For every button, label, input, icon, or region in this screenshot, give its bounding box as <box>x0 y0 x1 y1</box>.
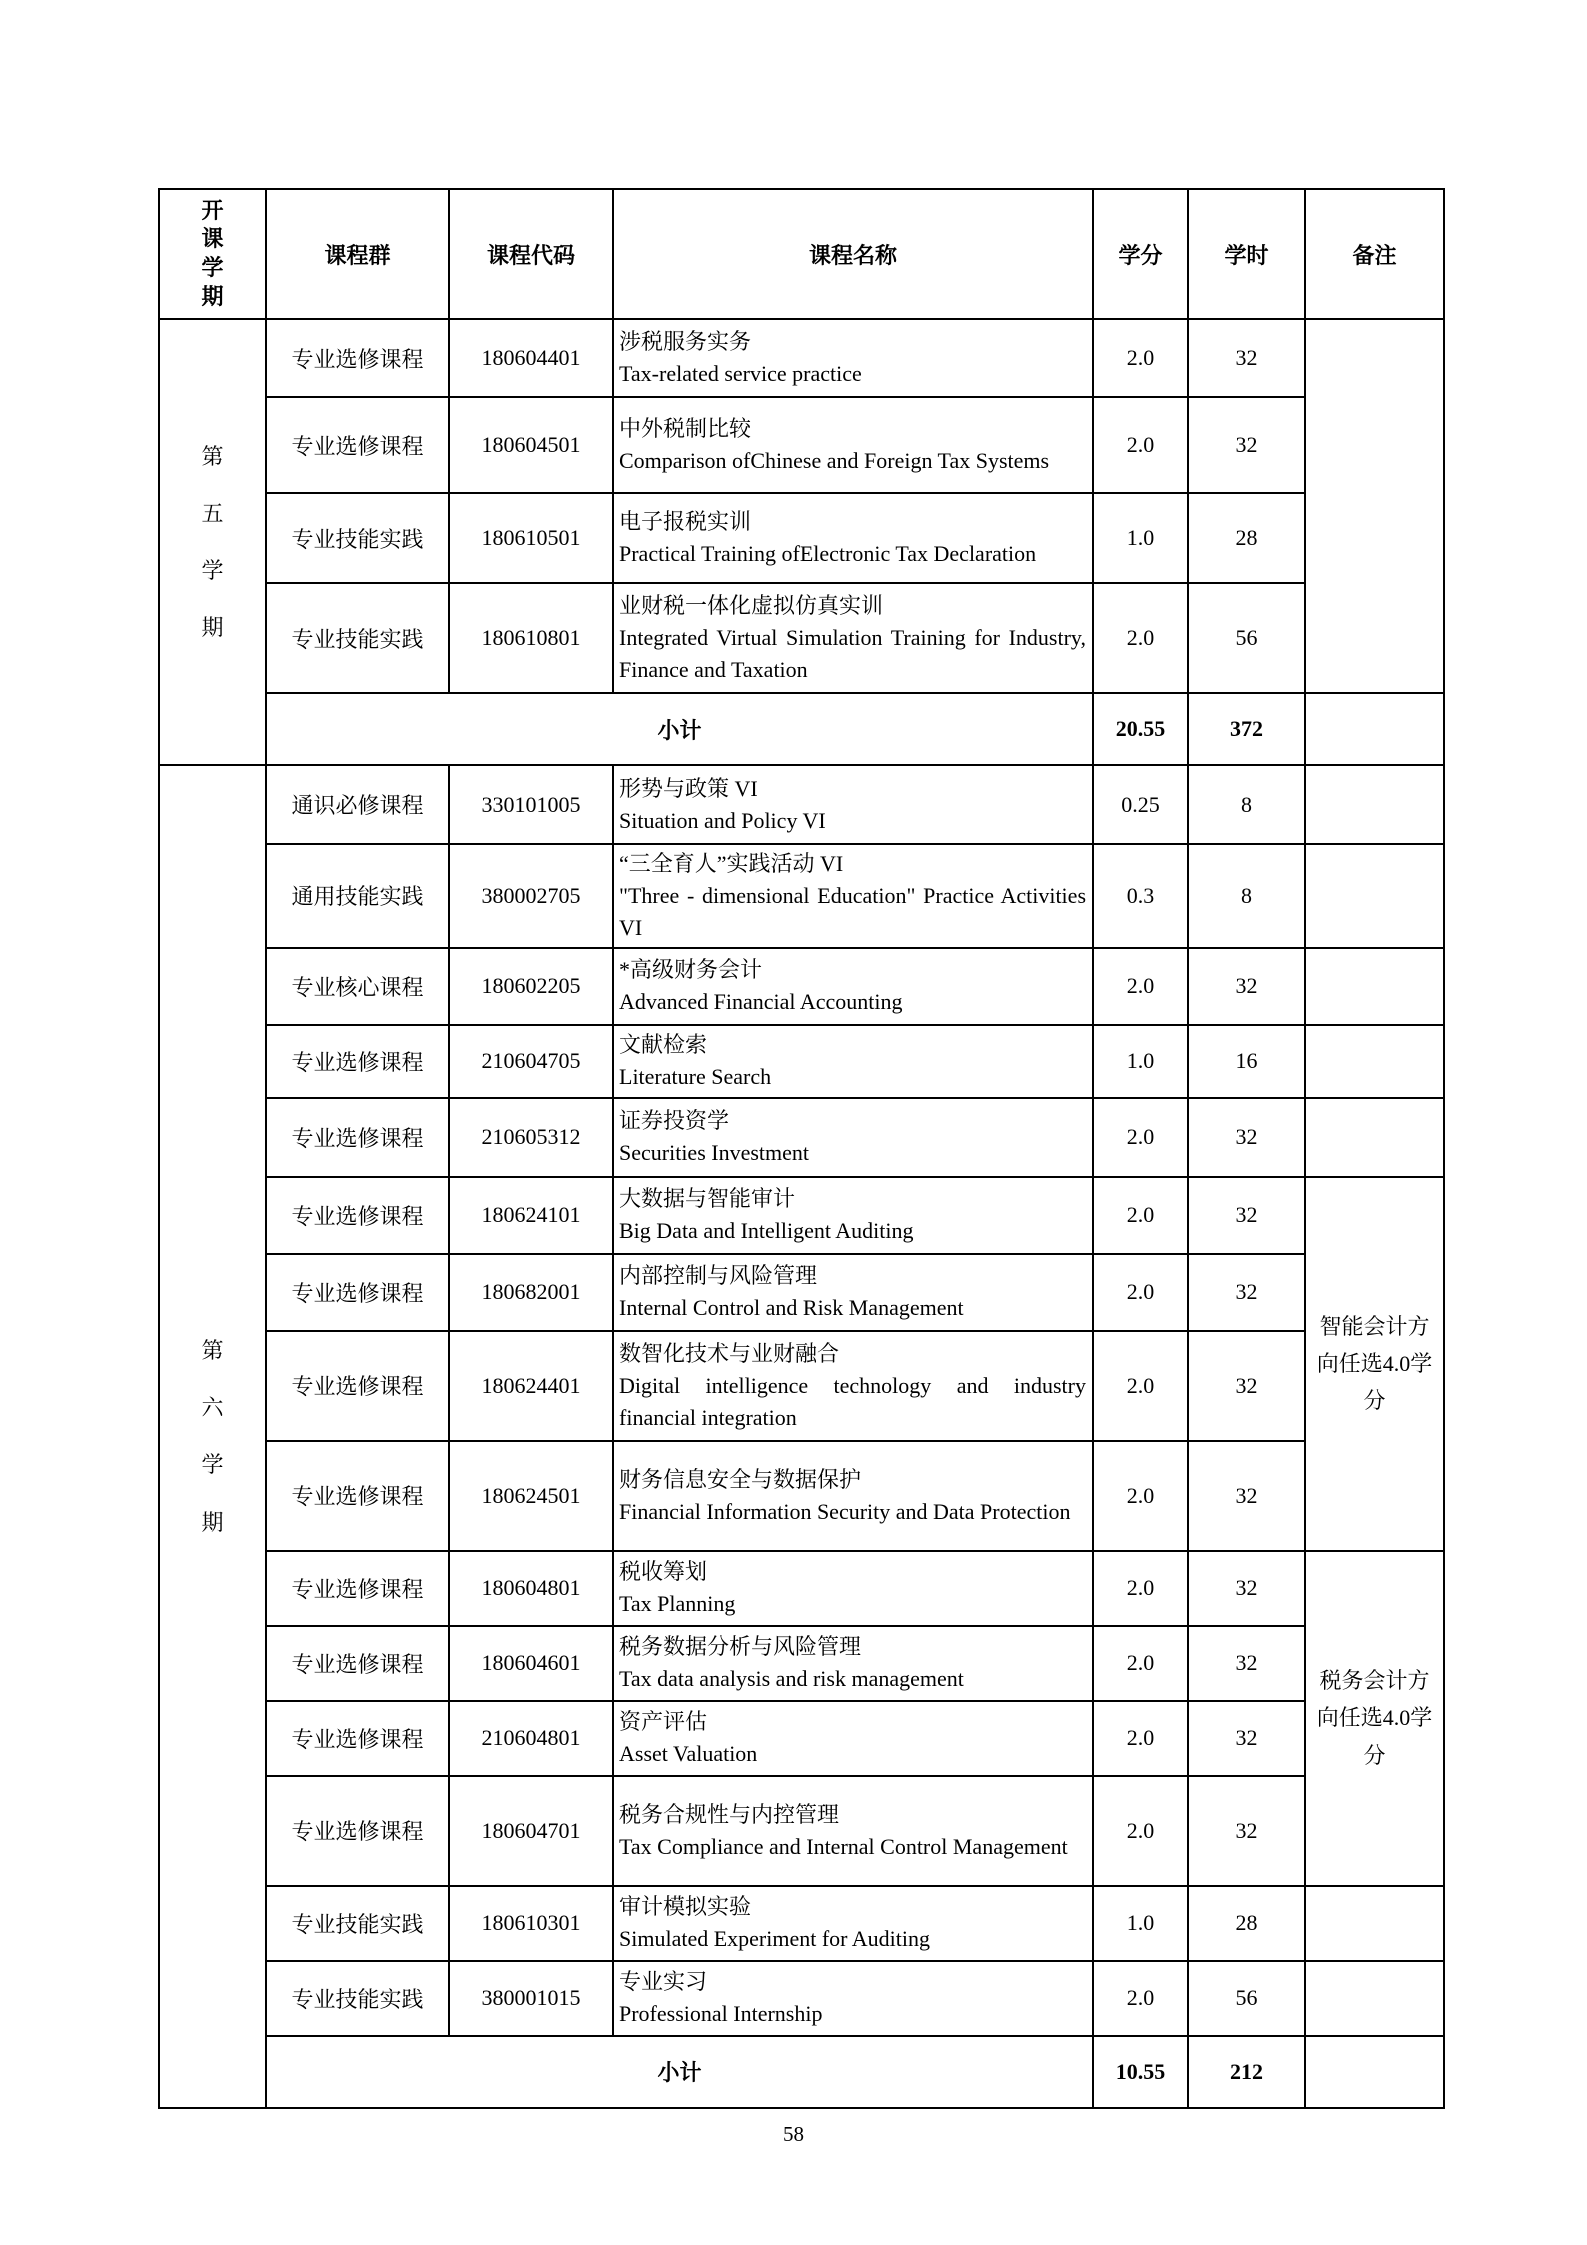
header-course-code: 课程代码 <box>449 189 613 319</box>
course-name-en: Literature Search <box>619 1064 772 1090</box>
credits-cell: 2.0 <box>1093 1551 1188 1626</box>
credits-cell: 2.0 <box>1093 948 1188 1025</box>
course-name-cell <box>613 583 1093 693</box>
course-name-zh: 税务数据分析与风险管理 <box>619 1634 862 1660</box>
credits-cell: 2.0 <box>1093 319 1188 397</box>
remarks-cell-empty <box>1305 2036 1444 2108</box>
credits-cell: 1.0 <box>1093 1025 1188 1098</box>
course-code-cell: 330101005 <box>449 765 613 844</box>
credits-cell: 2.0 <box>1093 1331 1188 1441</box>
course-name-cell <box>613 319 1093 397</box>
hours-cell: 28 <box>1188 1886 1305 1961</box>
course-name-en: Big Data and Intelligent Auditing <box>619 1218 914 1244</box>
course-name-en: Digital intelligence technology and industry financial integration <box>619 1372 1086 1430</box>
course-group-cell: 专业技能实践 <box>266 583 449 693</box>
course-name-cell <box>613 397 1093 493</box>
credits-cell: 2.0 <box>1093 1961 1188 2036</box>
course-name-zh: 财务信息安全与数据保护 <box>619 1466 862 1492</box>
hours-cell: 32 <box>1188 1626 1305 1701</box>
hours-cell: 32 <box>1188 1254 1305 1331</box>
credits-cell: 2.0 <box>1093 1776 1188 1886</box>
course-name-zh: 涉税服务实务 <box>619 329 752 355</box>
hours-cell: 8 <box>1188 844 1305 948</box>
course-row <box>159 583 1444 693</box>
header-course-name: 课程名称 <box>613 189 1093 319</box>
semester-6-label: 第六学期 <box>201 1337 224 1535</box>
course-group-cell: 专业技能实践 <box>266 1886 449 1961</box>
subtotal-credits: 20.55 <box>1093 693 1188 765</box>
course-code-cell: 380001015 <box>449 1961 613 2036</box>
hours-cell: 32 <box>1188 1441 1305 1551</box>
hours-cell: 32 <box>1188 1331 1305 1441</box>
course-name-zh: 形势与政策 VI <box>619 775 758 801</box>
header-semester-label: 开课学期 <box>201 197 224 309</box>
course-group-cell: 通识必修课程 <box>266 765 449 844</box>
course-name-en: Tax-related service practice <box>619 361 862 386</box>
course-name-zh: 证券投资学 <box>619 1108 730 1134</box>
remarks-cell-empty <box>1305 1886 1444 1961</box>
course-name-zh: 中外税制比较 <box>619 416 752 442</box>
course-code-cell: 180610801 <box>449 583 613 693</box>
subtotal-credits: 10.55 <box>1093 2036 1188 2108</box>
course-name-en: Advanced Financial Accounting <box>619 989 903 1015</box>
course-row <box>159 1025 1444 1098</box>
course-name-en: Practical Training ofElectronic Tax Declaration <box>619 541 1037 566</box>
remarks-cell-empty <box>1305 319 1444 693</box>
course-group-cell: 专业选修课程 <box>266 1098 449 1177</box>
course-name-cell <box>613 1626 1093 1701</box>
course-code-cell: 210605312 <box>449 1098 613 1177</box>
course-code-cell: 180624501 <box>449 1441 613 1551</box>
course-code-cell: 180604701 <box>449 1776 613 1886</box>
course-code-cell: 210604801 <box>449 1701 613 1776</box>
course-name-en: Simulated Experiment for Auditing <box>619 1926 931 1952</box>
page-number: 58 <box>783 2122 804 2146</box>
remarks-cell-empty <box>1305 765 1444 844</box>
subtotal-hours: 212 <box>1188 2036 1305 2108</box>
course-row <box>159 1177 1444 1254</box>
course-name-cell <box>613 1961 1093 2036</box>
course-row <box>159 1441 1444 1551</box>
course-group-cell: 专业技能实践 <box>266 493 449 583</box>
remarks-cell-empty <box>1305 844 1444 948</box>
course-name-zh: 电子报税实训 <box>619 509 752 535</box>
table-header-row <box>159 189 1444 319</box>
subtotal-label: 小计 <box>266 2036 1093 2108</box>
credits-cell: 0.3 <box>1093 844 1188 948</box>
subtotal-row <box>159 2036 1444 2108</box>
hours-cell: 16 <box>1188 1025 1305 1098</box>
course-name-en: Situation and Policy VI <box>619 807 826 833</box>
course-name-zh: 文献检索 <box>619 1032 708 1058</box>
course-row <box>159 1331 1444 1441</box>
course-name-cell <box>613 1776 1093 1886</box>
credits-cell: 2.0 <box>1093 1098 1188 1177</box>
hours-cell: 8 <box>1188 765 1305 844</box>
course-row <box>159 1701 1444 1776</box>
course-name-cell <box>613 1177 1093 1254</box>
remarks-cell-empty <box>1305 948 1444 1025</box>
course-code-cell: 180602205 <box>449 948 613 1025</box>
course-code-cell: 210604705 <box>449 1025 613 1098</box>
remarks-cell-empty <box>1305 1025 1444 1098</box>
course-row <box>159 765 1444 844</box>
hours-cell: 32 <box>1188 1177 1305 1254</box>
hours-cell: 56 <box>1188 1961 1305 2036</box>
remarks-cell-empty <box>1305 1098 1444 1177</box>
course-code-cell: 180604401 <box>449 319 613 397</box>
header-semester <box>159 189 266 319</box>
hours-cell: 32 <box>1188 948 1305 1025</box>
credits-cell: 2.0 <box>1093 583 1188 693</box>
hours-cell: 32 <box>1188 319 1305 397</box>
course-name-en: Asset Valuation <box>619 1741 758 1767</box>
course-name-en: Tax data analysis and risk management <box>619 1666 964 1692</box>
hours-cell: 32 <box>1188 1776 1305 1886</box>
course-group-cell: 专业选修课程 <box>266 1177 449 1254</box>
course-row <box>159 1776 1444 1886</box>
course-code-cell: 180604601 <box>449 1626 613 1701</box>
hours-cell: 28 <box>1188 493 1305 583</box>
course-name-cell <box>613 1025 1093 1098</box>
course-name-cell <box>613 1701 1093 1776</box>
course-name-zh: 内部控制与风险管理 <box>619 1263 818 1289</box>
course-group-cell: 专业选修课程 <box>266 1254 449 1331</box>
course-name-en: Internal Control and Risk Management <box>619 1295 964 1321</box>
course-row <box>159 319 1444 397</box>
course-row <box>159 948 1444 1025</box>
course-name-en: Financial Information Security and Data Protection <box>619 1498 1071 1524</box>
course-name-zh: 专业实习 <box>619 1969 708 1995</box>
remarks-cell-smart-accounting: 智能会计方向任选4.0学分 <box>1305 1177 1444 1551</box>
course-row <box>159 1254 1444 1331</box>
hours-cell: 32 <box>1188 1551 1305 1626</box>
course-name-en: Tax Compliance and Internal Control Management <box>619 1833 1068 1859</box>
course-code-cell: 180624101 <box>449 1177 613 1254</box>
course-row <box>159 1961 1444 2036</box>
header-credits: 学分 <box>1093 189 1188 319</box>
course-name-zh: *高级财务会计 <box>619 957 763 983</box>
course-group-cell: 通用技能实践 <box>266 844 449 948</box>
course-name-zh: “三全育人”实践活动 VI <box>619 851 844 876</box>
remarks-cell-empty <box>1305 693 1444 765</box>
course-code-cell: 180682001 <box>449 1254 613 1331</box>
course-row <box>159 1551 1444 1626</box>
course-code-cell: 180610501 <box>449 493 613 583</box>
course-name-en: Securities Investment <box>619 1140 810 1166</box>
credits-cell: 2.0 <box>1093 1254 1188 1331</box>
course-row <box>159 397 1444 493</box>
course-name-en: "Three - dimensional Education" Practice Activities VI <box>619 882 1086 940</box>
course-group-cell: 专业技能实践 <box>266 1961 449 2036</box>
course-row <box>159 1886 1444 1961</box>
credits-cell: 0.25 <box>1093 765 1188 844</box>
hours-cell: 56 <box>1188 583 1305 693</box>
hours-cell: 32 <box>1188 397 1305 493</box>
course-name-zh: 税务合规性与内控管理 <box>619 1801 840 1827</box>
semester-5-label: 第五学期 <box>201 443 224 641</box>
course-group-cell: 专业选修课程 <box>266 397 449 493</box>
course-name-en: Tax Planning <box>619 1591 736 1617</box>
credits-cell: 2.0 <box>1093 1441 1188 1551</box>
credits-cell: 2.0 <box>1093 1626 1188 1701</box>
course-name-cell <box>613 493 1093 583</box>
course-name-cell <box>613 1254 1093 1331</box>
course-name-cell <box>613 765 1093 844</box>
credits-cell: 2.0 <box>1093 1701 1188 1776</box>
semester-6-cell <box>159 765 266 2108</box>
course-name-cell <box>613 1098 1093 1177</box>
course-row <box>159 1098 1444 1177</box>
course-name-zh: 大数据与智能审计 <box>619 1186 796 1212</box>
remarks-cell-tax-accounting: 税务会计方向任选4.0学分 <box>1305 1551 1444 1886</box>
header-hours: 学时 <box>1188 189 1305 319</box>
course-group-cell: 专业选修课程 <box>266 319 449 397</box>
header-course-group: 课程群 <box>266 189 449 319</box>
credits-cell: 1.0 <box>1093 493 1188 583</box>
course-name-cell <box>613 1886 1093 1961</box>
subtotal-row <box>159 693 1444 765</box>
course-name-cell <box>613 1551 1093 1626</box>
credits-cell: 2.0 <box>1093 397 1188 493</box>
course-code-cell: 180610301 <box>449 1886 613 1961</box>
course-group-cell: 专业选修课程 <box>266 1701 449 1776</box>
course-name-cell <box>613 1441 1093 1551</box>
course-name-zh: 数智化技术与业财融合 <box>619 1340 840 1366</box>
course-name-en: Integrated Virtual Simulation Training for Industry, Finance and Taxation <box>619 625 1086 682</box>
course-name-zh: 税收筹划 <box>619 1559 708 1585</box>
hours-cell: 32 <box>1188 1098 1305 1177</box>
course-row <box>159 1626 1444 1701</box>
credits-cell: 2.0 <box>1093 1177 1188 1254</box>
course-group-cell: 专业选修课程 <box>266 1331 449 1441</box>
course-name-zh: 审计模拟实验 <box>619 1894 752 1920</box>
course-name-cell <box>613 844 1093 948</box>
course-row <box>159 844 1444 948</box>
semester-5-cell <box>159 319 266 765</box>
course-code-cell: 380002705 <box>449 844 613 948</box>
course-group-cell: 专业选修课程 <box>266 1626 449 1701</box>
course-schedule-table <box>158 188 1445 2109</box>
course-name-zh: 业财税一体化虚拟仿真实训 <box>619 593 884 619</box>
subtotal-hours: 372 <box>1188 693 1305 765</box>
course-group-cell: 专业核心课程 <box>266 948 449 1025</box>
course-name-en: Professional Internship <box>619 2001 823 2027</box>
course-code-cell: 180604801 <box>449 1551 613 1626</box>
credits-cell: 1.0 <box>1093 1886 1188 1961</box>
course-group-cell: 专业选修课程 <box>266 1441 449 1551</box>
course-code-cell: 180604501 <box>449 397 613 493</box>
course-group-cell: 专业选修课程 <box>266 1025 449 1098</box>
course-name-en: Comparison ofChinese and Foreign Tax Systems <box>619 448 1050 473</box>
remarks-cell-empty <box>1305 1961 1444 2036</box>
course-name-zh: 资产评估 <box>619 1709 708 1735</box>
header-remarks: 备注 <box>1305 189 1444 319</box>
course-code-cell: 180624401 <box>449 1331 613 1441</box>
course-name-cell <box>613 948 1093 1025</box>
course-group-cell: 专业选修课程 <box>266 1551 449 1626</box>
hours-cell: 32 <box>1188 1701 1305 1776</box>
subtotal-label: 小计 <box>266 693 1093 765</box>
course-name-cell <box>613 1331 1093 1441</box>
course-group-cell: 专业选修课程 <box>266 1776 449 1886</box>
course-row <box>159 493 1444 583</box>
